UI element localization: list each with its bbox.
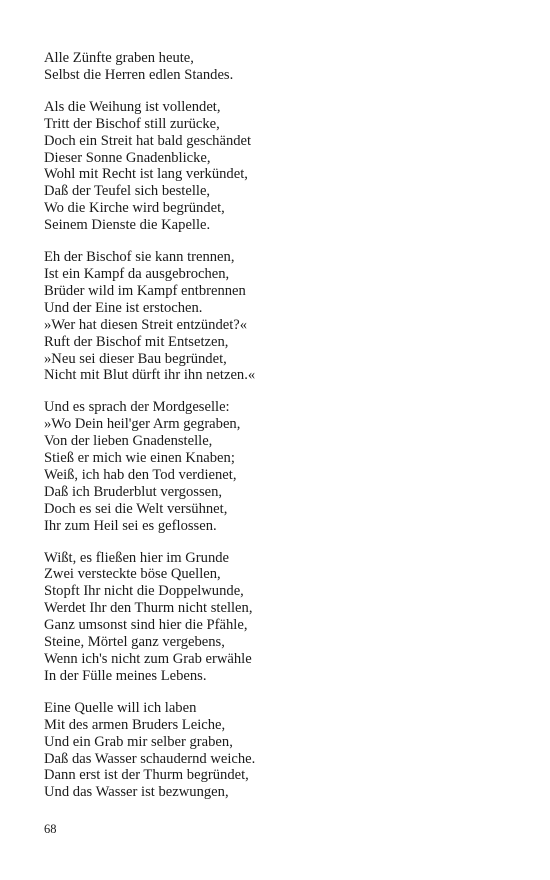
verse-line: Stopft Ihr nicht die Doppelwunde, — [44, 583, 244, 600]
verse-line: Wenn ich's nicht zum Grab erwähle — [44, 651, 252, 667]
verse-line: Daß das Wasser schaudernd weiche. — [44, 750, 256, 767]
verse-line: Ist ein Kampf da ausgebrochen, — [44, 265, 230, 282]
verse-line: Steine, Mörtel ganz vergebens, — [44, 634, 225, 651]
verse-line: Eh der Bischof sie kann trennen, — [44, 249, 235, 266]
stanza-6 — [44, 700, 514, 801]
verse-line: Dann erst ist der Thurm begründet, — [44, 767, 249, 784]
verse-line: Mit des armen Bruders Leiche, — [44, 716, 226, 733]
verse-line: »Neu sei dieser Bau begründet, — [44, 350, 227, 367]
verse-line: Eine Quelle will ich laben — [44, 699, 197, 716]
verse-line: Alle Zünfte graben heute, — [44, 50, 194, 66]
stanza-3 — [44, 249, 514, 384]
verse-line: Dieser Sonne Gnadenblicke, — [44, 149, 211, 166]
verse-line: Tritt der Bischof still zurücke, — [44, 115, 220, 132]
stanza-5 — [44, 550, 514, 685]
verse-line: Wißt, es fließen hier im Grunde — [44, 549, 230, 566]
verse-line: Und das Wasser ist bezwungen, — [44, 784, 229, 801]
verse-line: Stieß er mich wie einen Knaben; — [44, 450, 235, 467]
page-number: 68 — [44, 822, 57, 836]
verse-line: Doch es sei die Welt versühnet, — [44, 500, 228, 517]
verse-line: In der Fülle meines Lebens. — [44, 667, 207, 684]
verse-line: Als die Weihung ist vollendet, — [44, 98, 221, 115]
verse-line: Ihr zum Heil sei es geflossen. — [44, 517, 217, 534]
verse-line: Daß der Teufel sich bestelle, — [44, 183, 211, 200]
verse-line: Werdet Ihr den Thurm nicht stellen, — [44, 600, 253, 617]
verse-line: Selbst die Herren edlen Standes. — [44, 66, 234, 83]
verse-line: »Wo Dein heil'ger Arm gegraben, — [44, 416, 241, 433]
stanza-2 — [44, 99, 514, 234]
verse-line: Brüder wild im Kampf entbrennen — [44, 282, 246, 299]
verse-line: Und der Eine ist erstochen. — [44, 299, 203, 316]
verse-line: Zwei versteckte böse Quellen, — [44, 566, 221, 583]
verse-line: Und ein Grab mir selber graben, — [44, 733, 233, 750]
verse-line: Ruft der Bischof mit Entsetzen, — [44, 333, 229, 350]
poem-text — [44, 50, 514, 816]
verse-line: Nicht mit Blut dürft ihr ihn netzen.« — [44, 367, 256, 384]
verse-line: Und es sprach der Mordgeselle: — [44, 399, 230, 416]
stanza-4 — [44, 399, 514, 534]
verse-line: Wohl mit Recht ist lang verkündet, — [44, 166, 248, 183]
verse-line: Daß ich Bruderblut vergossen, — [44, 483, 223, 500]
verse-line: Von der lieben Gnadenstelle, — [44, 433, 213, 450]
verse-line: Seinem Dienste die Kapelle. — [44, 217, 211, 234]
verse-line: Ganz umsonst sind hier die Pfähle, — [44, 617, 248, 634]
verse-line: Wo die Kirche wird begründet, — [44, 200, 225, 217]
verse-line: »Wer hat diesen Streit entzündet?« — [44, 316, 248, 333]
stanza-1 — [44, 50, 514, 84]
verse-line: Doch ein Streit hat bald geschändet — [44, 132, 252, 149]
verse-line: Weiß, ich hab den Tod verdienet, — [44, 466, 237, 483]
